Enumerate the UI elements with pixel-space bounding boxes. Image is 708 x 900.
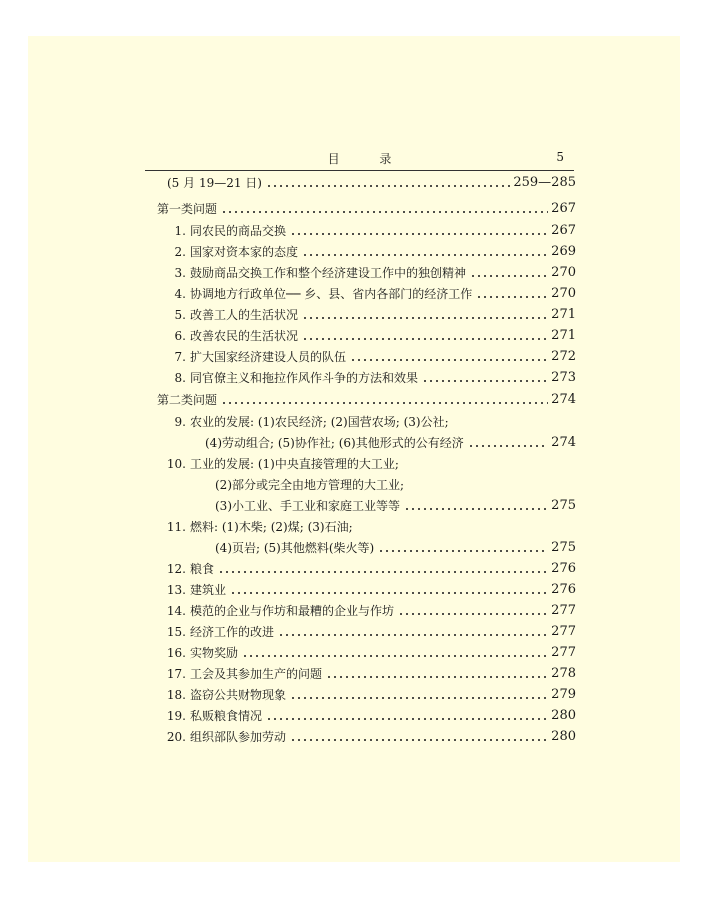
toc-entry-number: 14. xyxy=(166,604,186,618)
toc-entry-page: 259—285 xyxy=(513,175,576,190)
toc-entry-number: 17. xyxy=(166,667,186,681)
toc-entry xyxy=(150,665,576,683)
toc-entry xyxy=(215,539,576,557)
toc-entry-number: 10. xyxy=(166,457,186,471)
dot-leader xyxy=(404,507,548,511)
toc-entry xyxy=(150,455,576,473)
toc-entry-page: 275 xyxy=(551,540,576,555)
toc-entry-page: 277 xyxy=(551,624,576,639)
dot-leader xyxy=(266,184,510,188)
toc-entry xyxy=(174,327,576,345)
dot-leader xyxy=(218,570,548,574)
toc-entry-title: 工会及其参加生产的问题 xyxy=(190,667,323,681)
toc-entry xyxy=(150,602,576,620)
toc-entry-number: 9. xyxy=(174,415,186,429)
dot-leader xyxy=(326,675,548,679)
toc-entry-number: 16. xyxy=(166,646,186,660)
toc-entry-page: 278 xyxy=(551,666,576,681)
toc-entry xyxy=(150,623,576,641)
toc-entry-page: 270 xyxy=(551,265,576,280)
toc-entry xyxy=(167,174,576,192)
toc-entry-title: 农业的发展: (1)农民经济; (2)国营农场; (3)公社; xyxy=(190,415,449,429)
toc-entry xyxy=(174,222,576,240)
toc-entry-page: 276 xyxy=(551,582,576,597)
dot-leader xyxy=(290,232,548,236)
toc-entry-title: 鼓励商品交换工作和整个经济建设工作中的独创精神 xyxy=(190,266,467,280)
toc-entry xyxy=(215,476,576,494)
toc-entry-title: 建筑业 xyxy=(190,583,227,597)
toc-entry-number: 4. xyxy=(174,287,186,301)
toc-entry-number: 15. xyxy=(166,625,186,639)
dot-leader xyxy=(468,444,548,448)
dot-leader xyxy=(221,210,548,214)
toc-entry-number: 3. xyxy=(174,266,186,280)
toc-entry-title: 燃料: (1)木柴; (2)煤; (3)石油; xyxy=(190,520,353,534)
dot-leader xyxy=(242,654,548,658)
toc-entry-page: 280 xyxy=(551,708,576,723)
toc-entry-page: 274 xyxy=(551,435,576,450)
dot-leader xyxy=(230,591,548,595)
toc-entry-title: 工业的发展: (1)中央直接管理的大工业; xyxy=(190,457,399,471)
toc-entry xyxy=(150,707,576,725)
toc-entry-number: 7. xyxy=(174,350,186,364)
dot-leader xyxy=(278,633,548,637)
toc-entry-number: 11. xyxy=(166,520,186,534)
toc-entry-page: 277 xyxy=(551,603,576,618)
dot-leader xyxy=(302,253,548,257)
toc-entry-page: 277 xyxy=(551,645,576,660)
toc-entry-title: (4)页岩; (5)其他燃料(柴火等) xyxy=(215,541,375,555)
toc-entry-number: 19. xyxy=(166,709,186,723)
toc-entry-title: 扩大国家经济建设人员的队伍 xyxy=(190,350,347,364)
toc-entry xyxy=(150,518,576,536)
toc-entry xyxy=(174,369,576,387)
toc-entry-page: 273 xyxy=(551,370,576,385)
dot-leader xyxy=(470,274,548,278)
toc-entry xyxy=(150,728,576,746)
toc-entry-page: 274 xyxy=(551,392,576,407)
toc-entry-page: 271 xyxy=(551,328,576,343)
toc-entry-title: 粮食 xyxy=(190,562,215,576)
dot-leader xyxy=(302,337,548,341)
toc-entry-number: 6. xyxy=(174,329,186,343)
toc-entry-page: 280 xyxy=(551,729,576,744)
toc-entry xyxy=(158,413,576,431)
toc-entry-page: 269 xyxy=(551,244,576,259)
toc-entry-number: 8. xyxy=(174,371,186,385)
dot-leader xyxy=(302,316,548,320)
toc-entry-page: 270 xyxy=(551,286,576,301)
toc-entry-title: (2)部分或完全由地方管理的大工业; xyxy=(215,478,405,492)
toc-entry-number: 18. xyxy=(166,688,186,702)
header-title: 目 录 xyxy=(327,152,410,166)
toc-entry xyxy=(174,348,576,366)
dot-leader xyxy=(378,549,548,553)
toc-entry-title: 盗窃公共财物现象 xyxy=(190,688,287,702)
toc-entry-title: 协调地方行政单位── 乡、县、省内各部门的经济工作 xyxy=(190,287,473,301)
toc-entry xyxy=(150,581,576,599)
toc-entry xyxy=(150,644,576,662)
toc-entry xyxy=(150,560,576,578)
toc-entry-number: 12. xyxy=(166,562,186,576)
dot-leader xyxy=(221,401,548,405)
toc-entry-page: 267 xyxy=(551,223,576,238)
toc-entry-number: 1. xyxy=(174,224,186,238)
toc-entry-page: 279 xyxy=(551,687,576,702)
toc-entry-number: 20. xyxy=(166,730,186,744)
toc-entry-title: 第一类问题 xyxy=(157,202,218,216)
toc-entry-title: 经济工作的改进 xyxy=(190,625,275,639)
toc-entry xyxy=(150,686,576,704)
dot-leader xyxy=(290,696,548,700)
dot-leader xyxy=(398,612,548,616)
dot-leader xyxy=(476,295,548,299)
toc-entry-page: 267 xyxy=(551,201,576,216)
toc-entry xyxy=(174,285,576,303)
toc-entry xyxy=(157,200,576,218)
toc-entry-title: 同官僚主义和拖拉作风作斗争的方法和效果 xyxy=(190,371,419,385)
toc-entry-title: (4)劳动组合; (5)协作社; (6)其他形式的公有经济 xyxy=(205,436,464,450)
toc-entry xyxy=(205,434,576,452)
toc-entry-number: 13. xyxy=(166,583,186,597)
toc-entry-title: (5 月 19—21 日) xyxy=(167,176,262,190)
dot-leader xyxy=(290,738,548,742)
toc-entry-page: 276 xyxy=(551,561,576,576)
toc-entry-title: 国家对资本家的态度 xyxy=(190,245,299,259)
toc-entry xyxy=(157,391,576,409)
toc-entry xyxy=(174,243,576,261)
header-page-number: 5 xyxy=(556,150,564,164)
toc-entry xyxy=(215,497,576,515)
toc-entry-number: 5. xyxy=(174,308,186,322)
toc-entry-page: 272 xyxy=(551,349,576,364)
toc-entry-title: 同农民的商品交换 xyxy=(190,224,287,238)
toc-entry-title: 第二类问题 xyxy=(157,393,218,407)
toc-entry-page: 271 xyxy=(551,307,576,322)
toc-entry-title: (3)小工业、手工业和家庭工业等等 xyxy=(215,499,400,513)
dot-leader xyxy=(422,379,548,383)
toc-entry-title: 组织部队参加劳动 xyxy=(190,730,287,744)
dot-leader xyxy=(350,358,548,362)
toc-entry-title: 实物奖励 xyxy=(190,646,239,660)
toc-entry xyxy=(174,306,576,324)
dot-leader xyxy=(266,717,548,721)
toc-entry xyxy=(174,264,576,282)
toc-entry-title: 改善工人的生活状况 xyxy=(190,308,299,322)
toc-entry-page: 275 xyxy=(551,498,576,513)
toc-entry-title: 私贩粮食情况 xyxy=(190,709,263,723)
toc-entry-title: 模范的企业与作坊和最糟的企业与作坊 xyxy=(190,604,395,618)
toc-entry-number: 2. xyxy=(174,245,186,259)
toc-entry-title: 改善农民的生活状况 xyxy=(190,329,299,343)
